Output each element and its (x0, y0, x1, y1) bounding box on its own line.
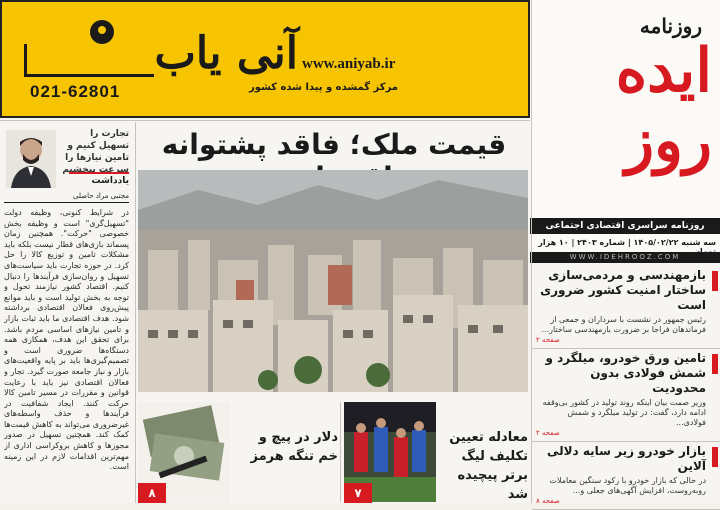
divider (135, 122, 136, 503)
location-pin-icon (90, 20, 114, 44)
story-flag (712, 354, 718, 374)
ad-banner[interactable] (0, 0, 530, 118)
page-number-badge[interactable]: ۷ (344, 483, 372, 503)
story-flag (712, 271, 718, 291)
story-title[interactable]: بازمهندسی و مردمی‌سازی ساختار امنیت کشور ضروری است (540, 268, 706, 312)
ad-title: آنی یاب (154, 28, 298, 79)
story-summary: وزیر صمت بیان اینکه روند تولید در کشور بی‌وقفه ادامه دارد، گفت: در تولید میلگرد و شمش فولادی... (542, 398, 706, 427)
divider (0, 120, 530, 121)
divider (340, 402, 341, 502)
column-intro: تجارت را تسهیل کنیم و تامین نیازها را سرعت ببخشیم (62, 129, 129, 175)
teaser-football[interactable] (344, 400, 528, 503)
author-portrait (6, 130, 56, 188)
news-story[interactable] (532, 266, 720, 349)
story-summary: رئیس جمهور در نشست با سرداران و جمعی از فرماندهان فراجا بر ضرورت بازمهندسی ساختار... (541, 315, 706, 334)
story-title[interactable]: بازار خودرو زیر سایه دلالی آلاین (546, 444, 706, 473)
left-column (0, 122, 133, 503)
city-skyline-photo (138, 170, 528, 392)
ad-decor-line (24, 44, 27, 76)
masthead (530, 0, 720, 260)
masthead-url[interactable]: WWW.IDEHROOZ.COM (530, 252, 720, 263)
story-page-ref[interactable]: صفحه ۲ (536, 336, 560, 344)
story-summary: در حالی که بازار خودرو با رکود سنگین معاملات روبه‌روست، افزایش آگهی‌های جعلی و... (549, 476, 706, 495)
main-headline[interactable]: قیمت ملک؛ فاقد پشتوانه (161, 128, 507, 161)
right-news-column (532, 266, 720, 510)
column-body: در شرایط کنونی، وظیفه دولت "تسهیل‌گری" است و وظیفه بخش خصوصی "حرکت". همچنین زمان پسماند بازی‌های قطار نیست بلکه باید مشکلات تامین و توزیع کالا را حل کرد. در حوزه تجارت باید سیاست‌های تسهیل و روان‌سازی فرآیندها را دنبال کنیم. اقتصاد کشور نیازمند تحول و توجه به بخش تولید است و باید موانع پیش‌روی فعالان اقتصادی برداشته شود. هدف اقتصادی ما باید ثبات بازار و تامین نیازهای اساسی مردم باشد. برای تحقق این هدف، همکاری همه دستگاه‌ها ضروری است و تصمیم‌گیری‌ها باید بر پایه واقعیت‌های بازار و نیاز جامعه صورت گیرد. تجار و فعالان اقتصادی نیز باید با رعایت قوانین و مقررات در مسیر تامین کالا حرکت کنند. ایجاد شفافیت در فرآیندها و حذف واسطه‌های غیرضروری می‌تواند به کاهش قیمت‌ها کمک کند. همچنین تسهیل در صدور مجوزها و کاهش بروکراسی اداری از مهم‌ترین اقدامات لازم در این زمینه است. (4, 208, 129, 472)
teaser-dollar[interactable] (138, 400, 338, 503)
ad-phone: 021-62801 (30, 82, 121, 101)
story-flag (712, 447, 718, 467)
story-title[interactable]: تامین ورق خودرو، میلگرد و شمش فولادی بدون محدودیت (545, 351, 706, 395)
teaser-title[interactable]: دلار در پیچ و خم تنگه هرمز (250, 430, 338, 464)
author-name: مجتبی مراد حاصلی (4, 192, 129, 203)
issue-info: سه شنبه ۱۴۰۵/۰۲/۲۲ | شماره ۲۴۰۳ | ۱۰ هزار (538, 238, 716, 247)
masthead-logo: ایده روز (615, 36, 712, 176)
masthead-small-title: روزنامه (639, 14, 702, 38)
story-page-ref[interactable]: صفحه ۲ (536, 429, 560, 437)
masthead-tagline: روزنامه سراسری اقتصادی اجتماعی (530, 218, 720, 234)
news-story[interactable] (532, 349, 720, 442)
ad-subtitle: مرکز گمشده و پیدا شده کشور (248, 82, 398, 93)
page-number-badge[interactable]: ۸ (138, 483, 166, 503)
story-page-ref[interactable]: صفحه ۸ (536, 497, 560, 505)
ad-url[interactable]: www.aniyab.ir (302, 56, 396, 72)
ad-decor-line (24, 74, 154, 77)
teaser-title[interactable]: معادله تعیین تکلیف لیگ برتر پیچیده شد (449, 430, 528, 502)
news-story[interactable] (532, 442, 720, 510)
note-label: یادداشت (69, 172, 129, 186)
